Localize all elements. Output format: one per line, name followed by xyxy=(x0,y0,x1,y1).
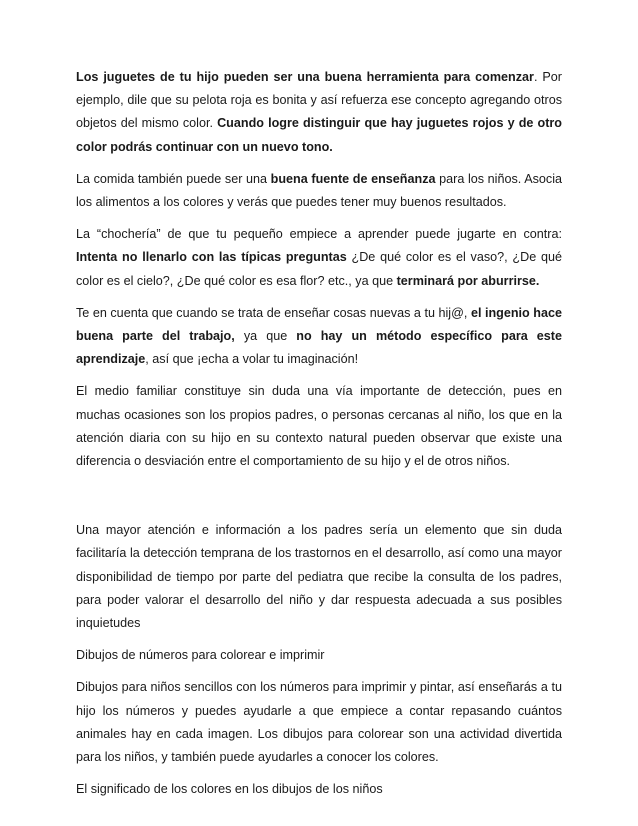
text-segment: Te en cuenta que cuando se trata de enseñar cosas nuevas a tu hij@, xyxy=(76,305,471,320)
text-segment: Cuando logre distinguir que hay juguetes rojos y de otro color podrás continuar con un nuevo tono. xyxy=(76,116,562,154)
text-segment: La “chochería” de que tu pequeño empiece a aprender puede jugarte en contra: xyxy=(76,227,562,242)
heading-number-drawings xyxy=(76,644,562,667)
text-segment: , así que ¡echa a volar tu imaginación! xyxy=(145,352,359,367)
text-segment: El medio familiar constituye sin duda una vía importante de detección, pues en muchas ocasiones son los propios padres, o personas cercanas al niño, los que en la atención diaria con su hijo en su contexto natural pueden observar que existe una diferencia o desviación entre el comportamiento de su hijo y el de otros niños. xyxy=(76,384,562,469)
text-segment: Una mayor atención e información a los padres sería un elemento que sin duda facilitaría la detección temprana de los trastornos en el desarrollo, así como una mayor disponibilidad de tiempo por parte del pediatra que recibe la consulta de los padres, para poder valorar el desarrollo del niño y dar respuesta adecuada a sus posibles inquietudes xyxy=(76,523,562,631)
text-segment: no hay un método específico para este aprendizaje xyxy=(76,329,563,367)
text-segment: el ingenio hace buena parte del trabajo, xyxy=(76,305,562,344)
text-segment: Los juguetes de tu hijo pueden ser una buena herramienta para comenzar xyxy=(76,70,534,84)
text-segment: ¿De qué color es el vaso?, ¿De qué color es el cielo?, ¿De qué color es esa flor? etc., ya que xyxy=(76,250,563,288)
paragraph-ingenuity xyxy=(76,302,562,372)
text-segment: El significado de los colores en los dibujos de los niños xyxy=(76,782,383,797)
text-segment: Dibujos para niños sencillos con los números para imprimir y pintar, así enseñarás a tu hijo los números y puedes ayudarle a que empiece a contar repasando cuántos animales hay en cada imagen. Los dibujos para colorear son una actividad divertida para los niños, y también puede ayudarles a conocer los colores. xyxy=(76,680,562,765)
text-segment: terminará por aburrirse. xyxy=(396,273,540,288)
paragraph-drawings xyxy=(76,676,562,769)
text-segment: La comida también puede ser una xyxy=(76,171,271,186)
heading-color-meaning xyxy=(76,778,562,801)
paragraph-food xyxy=(76,168,562,214)
text-segment: para los niños. Asocia los alimentos a los colores y verás que puedes tener muy buenos resultados. xyxy=(76,171,562,210)
text-segment: Dibujos de números para colorear e imprimir xyxy=(76,648,325,663)
text-segment: buena fuente de enseñanza xyxy=(270,171,436,186)
paragraph-toys xyxy=(76,66,562,159)
paragraph-family xyxy=(76,380,562,473)
text-segment: Intenta no llenarlo con las típicas preguntas xyxy=(76,250,347,265)
paragraph-questions xyxy=(76,223,562,293)
text-segment: ya que xyxy=(234,329,297,344)
paragraph-attention xyxy=(76,519,562,635)
text-segment: . Por ejemplo, dile que su pelota roja es bonita y así refuerza ese concepto agregando otros objetos del mismo color. xyxy=(76,70,562,131)
